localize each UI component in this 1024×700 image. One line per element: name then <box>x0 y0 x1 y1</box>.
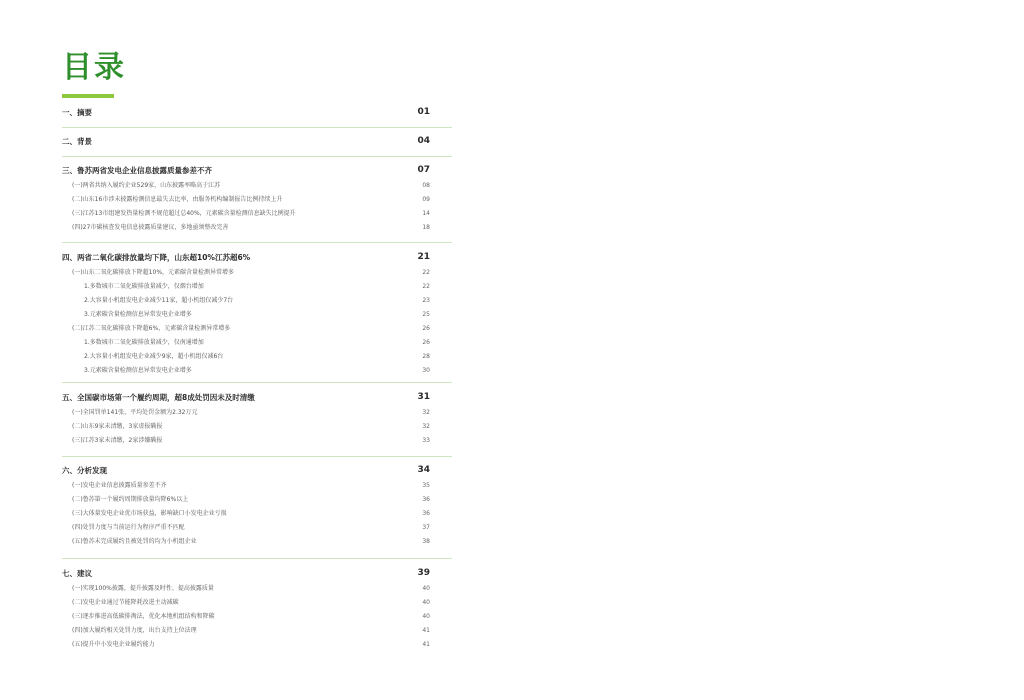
toc-item-row[interactable] <box>62 364 452 378</box>
toc-item-title: (二)鲁苏第一个履约周期排放量均降6%以上 <box>72 496 189 503</box>
toc-section-page: 21 <box>417 252 430 262</box>
toc-item-title: (一)山东二氧化碳排放下降超10%，元素碳含量检测异常增多 <box>72 269 235 276</box>
toc-item-page: 28 <box>422 353 430 360</box>
toc-item-row[interactable] <box>62 507 452 521</box>
toc-section-title: 四、两省二氧化碳排放量均下降，山东超10%江苏超6% <box>62 253 251 262</box>
toc-item-row[interactable] <box>62 420 452 434</box>
toc-item-title: (一)发电企业信息披露质量参差不齐 <box>72 482 167 489</box>
toc-section-title: 五、全国碳市场第一个履约周期，超8成处罚因未及时清缴 <box>62 393 255 402</box>
toc-item-title: (一)两省共纳入履约企业529家，山东披露率略高于江苏 <box>72 182 221 189</box>
toc-item-page: 22 <box>422 269 430 276</box>
toc-item-title: (一)全国罚单141张，平均处罚金额为2.32万元 <box>72 409 198 416</box>
toc-item-title: (三)江苏13市组建发热量检测不规范超过总40%，元素碳含量检测信息缺失比例提升 <box>72 210 296 217</box>
toc-item-title: (四)处罚力度与当前运行为程序严重不匹配 <box>72 524 185 531</box>
toc-item-title: (三)江苏3家未清缴，2家涉嫌瞒报 <box>72 437 163 444</box>
toc-item-row[interactable] <box>62 535 452 549</box>
toc-item-row[interactable] <box>62 493 452 507</box>
toc-section-title: 三、鲁苏两省发电企业信息披露质量参差不齐 <box>62 166 212 175</box>
toc-item-page: 32 <box>422 423 430 430</box>
toc-item-page: 23 <box>422 297 430 304</box>
toc-item-page: 40 <box>422 613 430 620</box>
toc-section-page: 04 <box>417 136 430 146</box>
page-title: 目录 <box>62 50 126 85</box>
toc-item-row[interactable] <box>62 266 452 280</box>
toc-item-row[interactable] <box>62 280 452 294</box>
toc-item-row[interactable] <box>62 207 452 221</box>
toc-section <box>62 566 452 652</box>
toc-item-row[interactable] <box>62 221 452 235</box>
toc-item-page: 41 <box>422 641 430 648</box>
toc-section-title: 二、背景 <box>62 137 92 146</box>
toc-item-page: 41 <box>422 627 430 634</box>
toc-item-page: 35 <box>422 482 430 489</box>
toc-section <box>62 463 452 549</box>
toc-item-title: 1.多数城市二氧化碳排放量减少，仅南通增加 <box>84 339 204 346</box>
toc-section-title: 一、摘要 <box>62 108 92 117</box>
toc-item-title: (五)鲁苏未完成履约且被处罚的均为小机组企业 <box>72 538 197 545</box>
toc-item-page: 08 <box>422 182 430 189</box>
toc-item-title: 2.大容量小机组发电企业减少11家，超小机组仅减少7台 <box>84 297 234 304</box>
toc-item-row[interactable] <box>62 610 452 624</box>
toc-section <box>62 163 452 235</box>
toc-item-row[interactable] <box>62 322 452 336</box>
toc-item-row[interactable] <box>62 350 452 364</box>
toc-item-row[interactable] <box>62 638 452 652</box>
toc-item-row[interactable] <box>62 624 452 638</box>
toc-item-page: 09 <box>422 196 430 203</box>
toc-section <box>62 134 452 150</box>
toc-item-page: 40 <box>422 585 430 592</box>
toc-section-page: 39 <box>417 568 430 578</box>
toc-item-title: (二)江苏二氧化碳排放下降超6%，元素碳含量检测异常增多 <box>72 325 231 332</box>
toc-section <box>62 250 452 378</box>
toc-item-title: (二)发电企业通过节能降耗改进主动减碳 <box>72 599 179 606</box>
toc-item-page: 25 <box>422 311 430 318</box>
toc-item-title: 3.元素碳含量检测信息异常发电企业增多 <box>84 367 192 374</box>
toc-section-row[interactable] <box>62 250 452 266</box>
toc-item-page: 30 <box>422 367 430 374</box>
toc-item-row[interactable] <box>62 406 452 420</box>
toc-section-row[interactable] <box>62 134 452 150</box>
toc-item-title: (三)大体量发电企业优市场获益，影响缺口小发电企业亏损 <box>72 510 227 517</box>
toc-item-row[interactable] <box>62 479 452 493</box>
toc-divider <box>62 558 452 559</box>
toc-divider <box>62 382 452 383</box>
toc-item-row[interactable] <box>62 434 452 448</box>
toc-item-page: 18 <box>422 224 430 231</box>
toc-item-row[interactable] <box>62 336 452 350</box>
toc-item-page: 36 <box>422 510 430 517</box>
toc-divider <box>62 242 452 243</box>
toc-item-title: (一)实现100%披露，提升披露及时性、提高披露质量 <box>72 585 214 592</box>
toc-section-row[interactable] <box>62 463 452 479</box>
toc-item-page: 22 <box>422 283 430 290</box>
toc-item-title: (四)27市碳核查发电信息披露质量建议，多地亟须整改完善 <box>72 224 229 231</box>
toc-section-row[interactable] <box>62 390 452 406</box>
toc-item-page: 38 <box>422 538 430 545</box>
toc-section <box>62 390 452 448</box>
toc-item-row[interactable] <box>62 308 452 322</box>
toc-item-page: 14 <box>422 210 430 217</box>
toc-section-title: 七、建议 <box>62 569 92 578</box>
toc-item-page: 36 <box>422 496 430 503</box>
toc-item-row[interactable] <box>62 521 452 535</box>
toc-divider <box>62 156 452 157</box>
toc-section <box>62 105 452 121</box>
toc-item-row[interactable] <box>62 179 452 193</box>
toc-divider <box>62 456 452 457</box>
toc-item-title: (二)山东9家未清缴，3家虚报瞒报 <box>72 423 163 430</box>
toc-divider <box>62 127 452 128</box>
toc-section-row[interactable] <box>62 566 452 582</box>
toc-item-row[interactable] <box>62 294 452 308</box>
toc-item-title: (二)山东16市涉未披露检测信息最失去比率，由服务机构编制报告比例持续上升 <box>72 196 283 203</box>
toc-item-page: 37 <box>422 524 430 531</box>
title-underline <box>62 94 114 98</box>
toc-item-title: (五)提升中小发电企业履约能力 <box>72 641 155 648</box>
toc-item-title: 1.多数城市二氧化碳排放量减少，仅烟台增加 <box>84 283 204 290</box>
toc-item-title: 3.元素碳含量检测信息异常发电企业增多 <box>84 311 192 318</box>
toc-section-title: 六、分析发现 <box>62 466 107 475</box>
toc-item-title: (四)加大履约相关处罚力度，出台支持上位法理 <box>72 627 197 634</box>
toc-item-page: 26 <box>422 325 430 332</box>
toc-item-page: 26 <box>422 339 430 346</box>
toc-section-row[interactable] <box>62 163 452 179</box>
toc-section-page: 07 <box>417 165 430 175</box>
toc-section-page: 31 <box>417 392 430 402</box>
toc-item-page: 33 <box>422 437 430 444</box>
toc-item-page: 40 <box>422 599 430 606</box>
toc-section-page: 01 <box>417 107 430 117</box>
toc-item-row[interactable] <box>62 193 452 207</box>
toc-section-page: 34 <box>417 465 430 475</box>
toc-item-title: (三)逐步推进高低碳排淘法，优化本地机组结构和降碳 <box>72 613 215 620</box>
toc-section-row[interactable] <box>62 105 452 121</box>
toc-item-row[interactable] <box>62 582 452 596</box>
toc-item-page: 32 <box>422 409 430 416</box>
toc-item-title: 2.大容量小机组发电企业减少9家，超小机组仅减6台 <box>84 353 224 360</box>
toc-item-row[interactable] <box>62 596 452 610</box>
